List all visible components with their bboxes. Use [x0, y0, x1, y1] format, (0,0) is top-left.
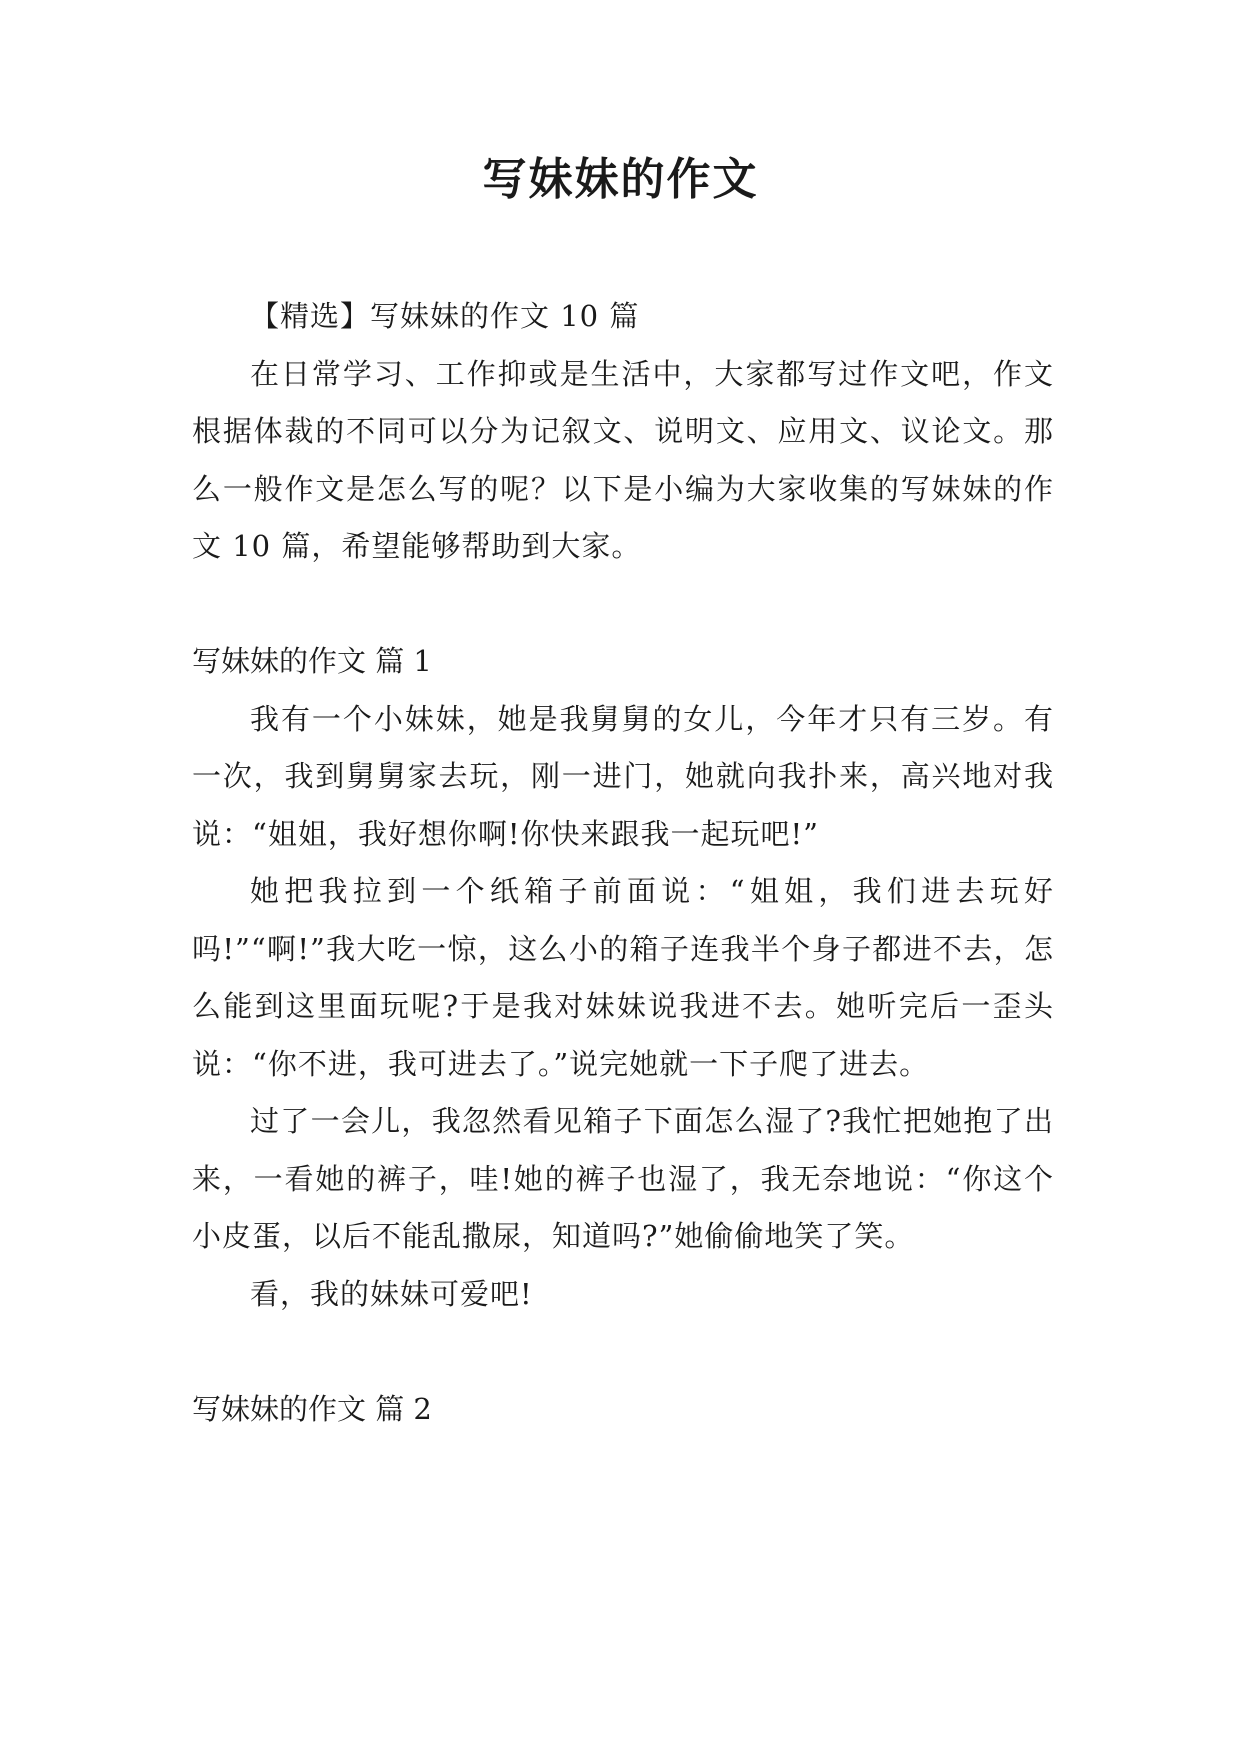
section-heading-1: 写妹妹的作文 篇 1 [192, 644, 432, 678]
document-title: 写妹妹的作文 [482, 154, 759, 205]
intro-paragraph: 在日常学习、工作抑或是生活中，大家都写过作文吧，作文根据体裁的不同可以分为记叙文、说明文、应用文、议论文。那么一般作文是怎么写的呢？以下是小编为大家收集的写妹妹的作文 10 篇，希望能够帮助到大家。 [192, 356, 1054, 563]
intro-selection-line: 【精选】写妹妹的作文 10 篇 [250, 299, 640, 333]
section-1-paragraph-2: 她把我拉到一个纸箱子前面说：“姐姐，我们进去玩好吗!”“啊!”我大吃一惊，这么小的箱子连我半个身子都进不去，怎么能到这里面玩呢?于是我对妹妹说我进不去。她听完后一歪头说：“你不进，我可进去了。”说完她就一下子爬了进去。 [192, 874, 1054, 1081]
section-1-paragraph-3: 过了一会儿，我忽然看见箱子下面怎么湿了?我忙把她抱了出来，一看她的裤子，哇!她的裤子也湿了，我无奈地说：“你这个小皮蛋，以后不能乱撒尿，知道吗?”她偷偷地笑了笑。 [192, 1104, 1054, 1253]
document-body [192, 288, 1054, 1438]
section-heading-2: 写妹妹的作文 篇 2 [192, 1391, 432, 1426]
section-spacer [192, 576, 1054, 634]
section-1-paragraph-1: 我有一个小妹妹，她是我舅舅的女儿，今年才只有三岁。有一次，我到舅舅家去玩，刚一进门，她就向我扑来，高兴地对我说：“姐姐，我好想你啊!你快来跟我一起玩吧!” [192, 701, 1054, 851]
section-1-paragraph-4: 看，我的妹妹可爱吧! [250, 1276, 533, 1311]
section-spacer [192, 1323, 1054, 1381]
